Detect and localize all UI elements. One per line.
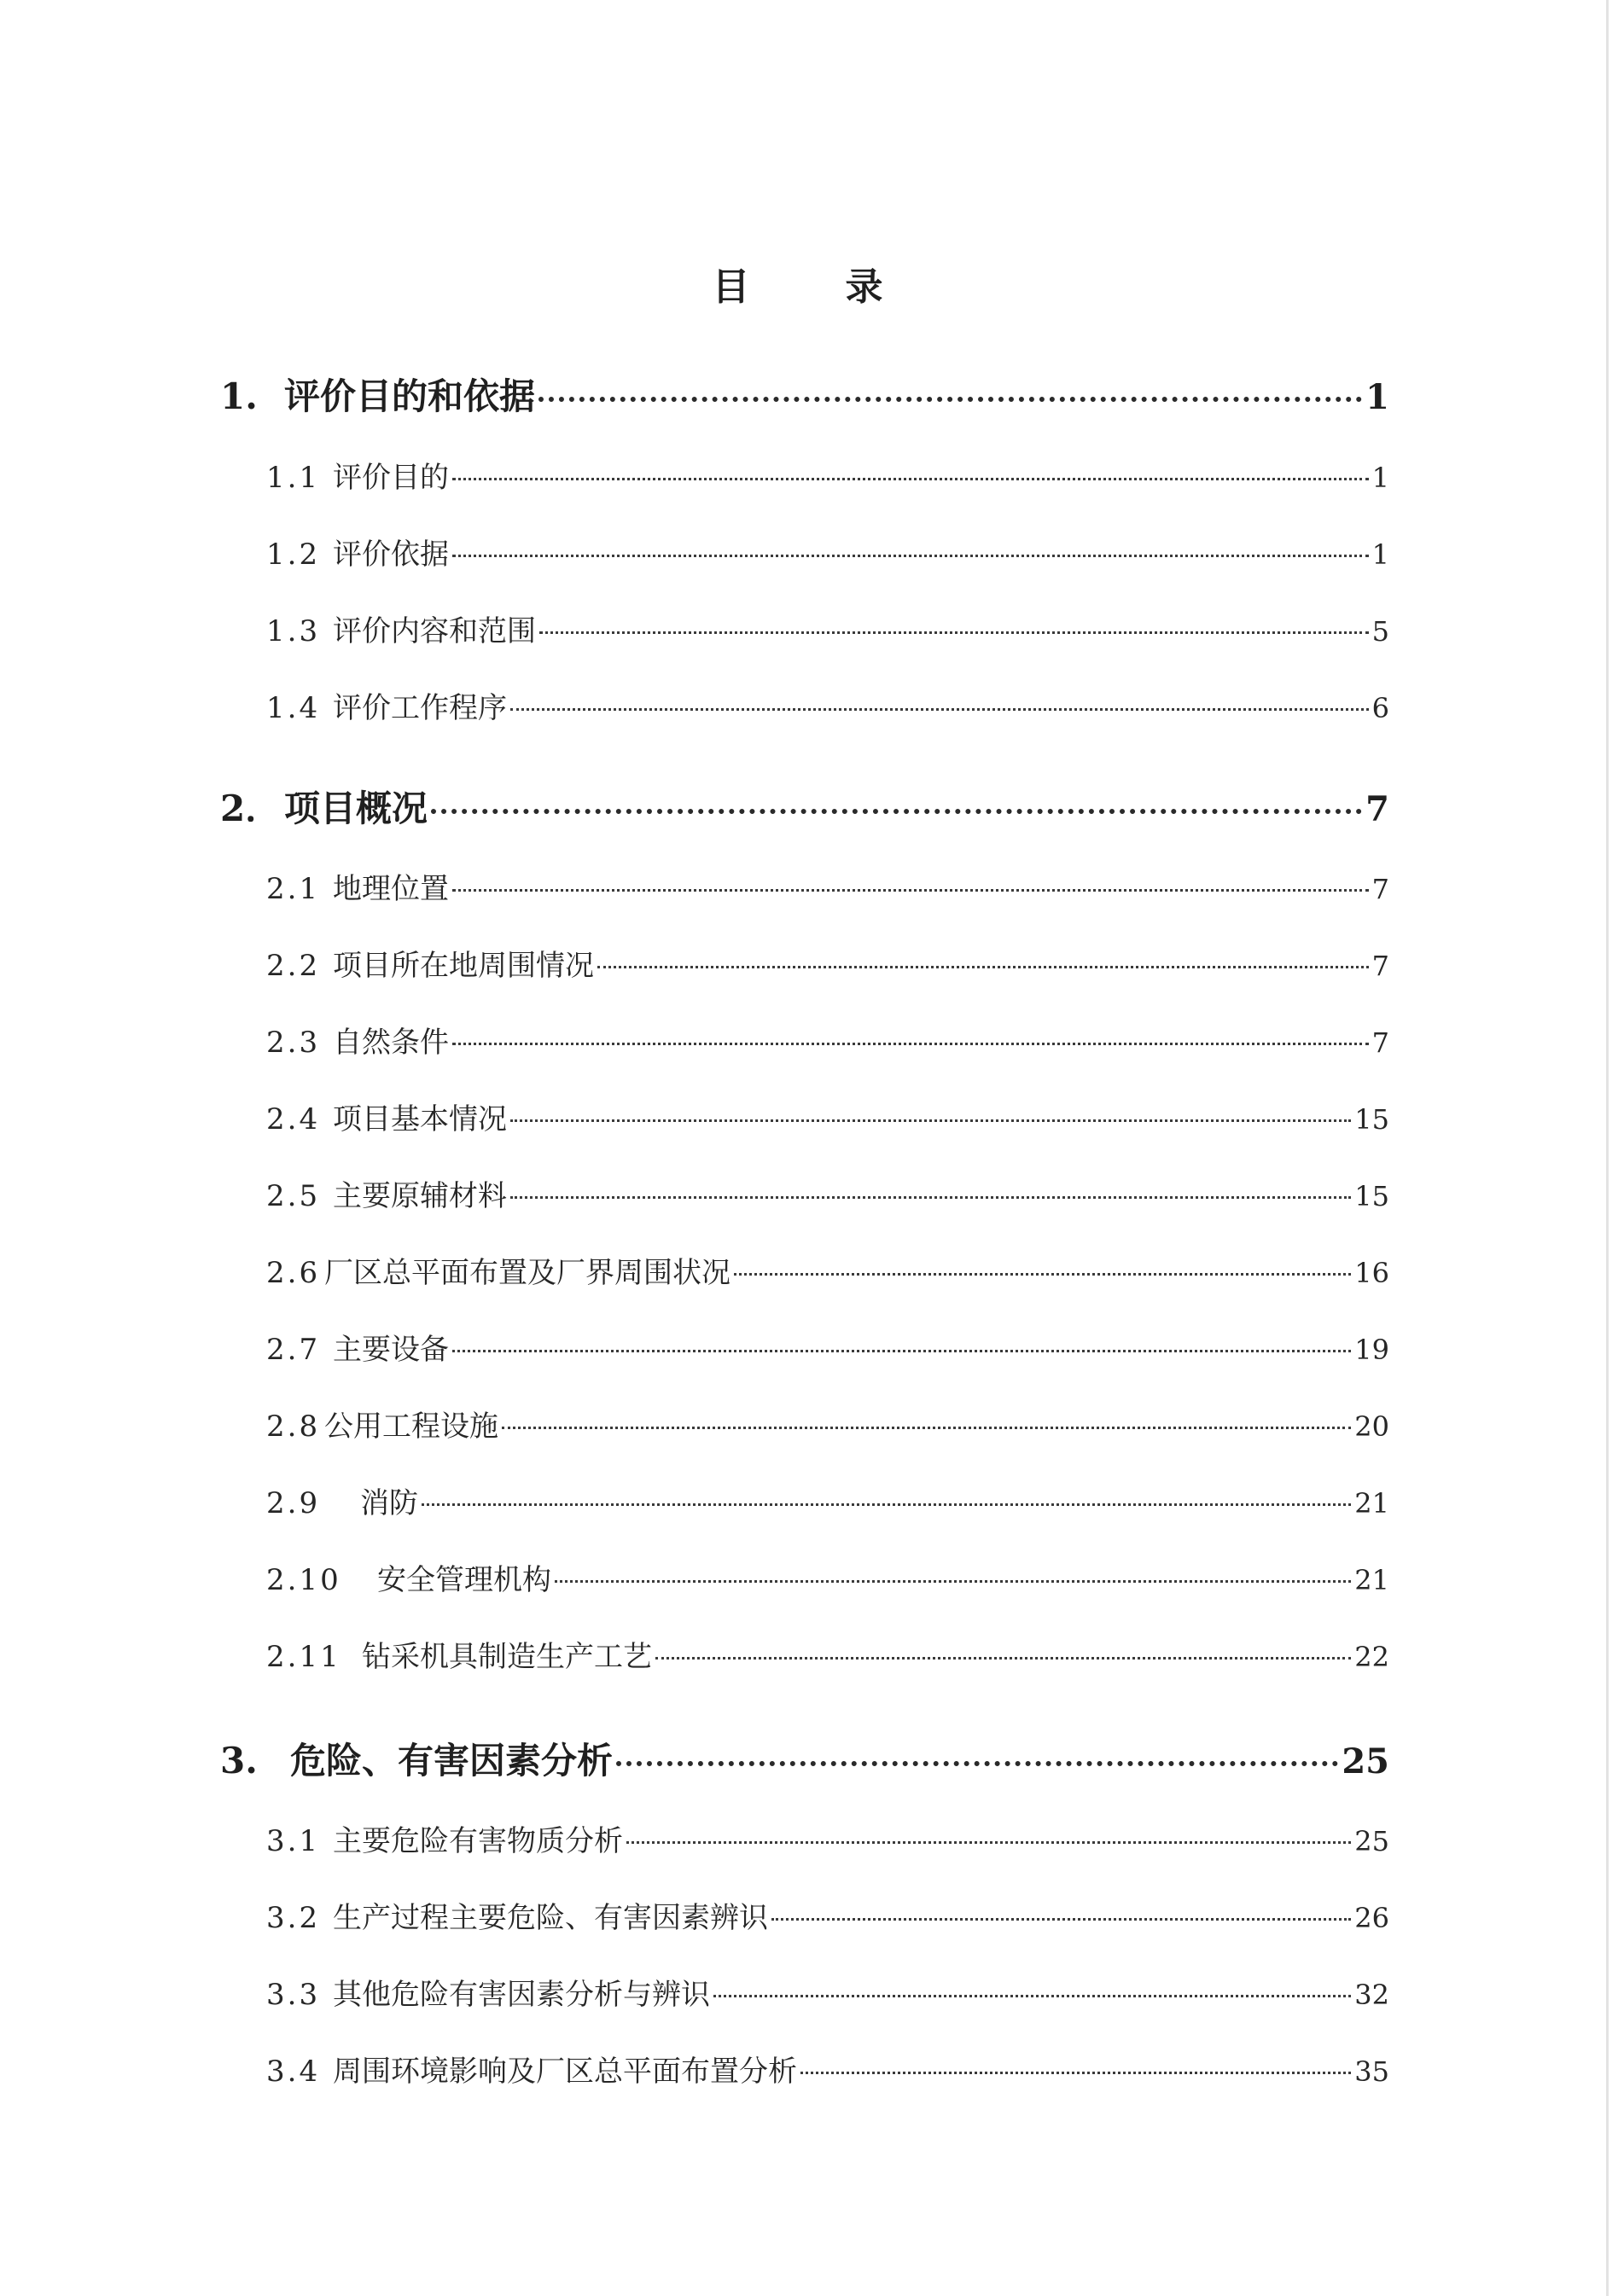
toc-entry-2[interactable]: [220, 785, 1389, 834]
toc-leader: [626, 1841, 1351, 1844]
toc-leader: [597, 966, 1369, 968]
toc-leader: [538, 397, 1362, 402]
toc-leader: [431, 809, 1362, 814]
toc-number: 2.5: [266, 1179, 321, 1213]
toc-page-number: 16: [1354, 1257, 1389, 1289]
toc-page-number: 7: [1371, 873, 1389, 905]
toc-leader: [452, 1350, 1351, 1352]
toc-page-number: 1: [1371, 538, 1389, 571]
toc-leader: [771, 1918, 1351, 1921]
toc-entry-2-5[interactable]: [266, 1176, 1389, 1217]
toc-number: 3.2: [266, 1901, 321, 1935]
toc-page-number: 21: [1354, 1564, 1389, 1596]
toc-number: 2.9: [266, 1486, 321, 1520]
toc-number: 2.4: [266, 1102, 321, 1136]
toc-entry-2-2[interactable]: [266, 945, 1389, 986]
toc-number: 1.4: [266, 691, 321, 725]
toc-page-number: 21: [1354, 1487, 1389, 1520]
toc-page-number: 19: [1354, 1334, 1389, 1366]
toc-label: 项目所在地周围情况: [333, 949, 594, 983]
toc-entry-2-9[interactable]: [266, 1483, 1389, 1524]
toc-entry-2-3[interactable]: [266, 1022, 1389, 1063]
toc-entry-3-4[interactable]: [266, 2051, 1389, 2092]
toc-entry-3-2[interactable]: [266, 1898, 1389, 1939]
toc-entry-1-4[interactable]: [266, 688, 1389, 729]
toc-page-number: 25: [1354, 1825, 1389, 1857]
toc-entry-2-10[interactable]: [266, 1560, 1389, 1601]
toc-leader: [452, 889, 1369, 892]
toc-entry-2-8[interactable]: [266, 1406, 1389, 1447]
toc-page-number: 25: [1342, 1741, 1389, 1782]
toc-leader: [713, 1995, 1351, 1997]
toc-number: 2.10: [266, 1563, 341, 1597]
toc-leader: [539, 631, 1369, 634]
toc-number: 3.: [220, 1740, 258, 1782]
toc-label: 危险、有害因素分析: [290, 1740, 614, 1782]
toc-number: 1.3: [266, 614, 321, 648]
toc-number: 2.1: [266, 872, 321, 906]
toc-label: 主要设备: [333, 1333, 449, 1367]
toc-number: 2.3: [266, 1026, 321, 1060]
toc-number: 2．: [220, 788, 282, 829]
toc-label: 主要危险有害物质分析: [333, 1824, 623, 1858]
toc-number: 3.4: [266, 2055, 321, 2089]
toc-page-number: 6: [1371, 692, 1389, 724]
toc-number: 2.6: [266, 1256, 321, 1290]
toc-leader: [616, 1761, 1338, 1766]
toc-page-number: 1: [1371, 462, 1389, 494]
toc-leader: [655, 1657, 1351, 1660]
toc-entry-1-3[interactable]: [266, 611, 1389, 652]
toc-entry-2-6[interactable]: [266, 1253, 1389, 1293]
toc-page-number: 20: [1354, 1410, 1389, 1443]
toc-label: 自然条件: [333, 1026, 449, 1060]
toc-page-number: 7: [1365, 789, 1389, 829]
toc-label: 评价内容和范围: [333, 614, 536, 648]
toc-entry-2-7[interactable]: [266, 1329, 1389, 1370]
toc-number: 3.3: [266, 1978, 321, 2012]
toc-entry-2-1[interactable]: [266, 869, 1389, 910]
toc-leader: [422, 1503, 1351, 1506]
toc-label: 安全管理机构: [377, 1563, 551, 1597]
toc-page-number: 7: [1371, 1026, 1389, 1059]
toc-entry-1-2[interactable]: [266, 534, 1389, 575]
toc-label: 评价目的: [333, 461, 449, 495]
toc-label: 项目概况: [284, 788, 428, 829]
toc-leader: [510, 1196, 1351, 1199]
page-edge: [1606, 0, 1609, 2296]
toc-entry-1[interactable]: [220, 373, 1389, 421]
toc-number: 1.1: [266, 461, 321, 495]
toc-page-number: 1: [1365, 377, 1389, 417]
toc-label: 地理位置: [333, 872, 449, 906]
page-title: 目 录: [712, 265, 912, 309]
toc-entry-1-1[interactable]: [266, 457, 1389, 498]
toc-page-number: 26: [1354, 1902, 1389, 1934]
toc-entry-2-4[interactable]: [266, 1099, 1389, 1140]
toc-label: 评价依据: [333, 538, 449, 572]
toc-label: 主要原辅材料: [333, 1179, 507, 1213]
toc-leader: [510, 708, 1369, 711]
toc-page-number: 22: [1354, 1641, 1389, 1673]
toc-label: 公用工程设施: [324, 1410, 498, 1444]
toc-number: 1.2: [266, 538, 321, 572]
toc-page-number: 35: [1354, 2055, 1389, 2088]
toc-entry-3-1[interactable]: [266, 1821, 1389, 1862]
toc-label: 生产过程主要危险、有害因素辨识: [333, 1901, 768, 1935]
toc-page-number: 7: [1371, 950, 1389, 982]
toc-label: 其他危险有害因素分析与辨识: [333, 1978, 710, 2012]
toc-label: 钻采机具制造生产工艺: [362, 1640, 652, 1674]
toc-label: 项目基本情况: [333, 1102, 507, 1136]
toc-leader: [510, 1119, 1351, 1122]
toc-leader: [452, 1043, 1369, 1045]
toc-number: 2.7: [266, 1333, 321, 1367]
toc-entry-3[interactable]: [220, 1737, 1389, 1786]
toc-page-number: 5: [1371, 615, 1389, 648]
toc-label: 消防: [360, 1486, 418, 1520]
toc-entry-3-3[interactable]: [266, 1974, 1389, 2015]
toc-leader: [452, 478, 1369, 480]
toc-leader: [555, 1580, 1351, 1583]
toc-page-number: 32: [1354, 1979, 1389, 2011]
toc-number: 2.11: [266, 1640, 341, 1674]
toc-page-number: 15: [1354, 1103, 1389, 1136]
toc-number: 2.8: [266, 1410, 321, 1444]
toc-label: 评价目的和依据: [284, 375, 536, 417]
toc-number: 3.1: [266, 1824, 321, 1858]
toc-label: 评价工作程序: [333, 691, 507, 725]
toc-entry-2-11[interactable]: [266, 1636, 1389, 1677]
toc-number: 1.: [220, 375, 258, 417]
toc-number: 2.2: [266, 949, 321, 983]
toc-leader: [734, 1273, 1351, 1276]
toc-leader: [452, 555, 1369, 557]
toc-leader: [800, 2072, 1351, 2074]
toc-label: 周围环境影响及厂区总平面布置分析: [333, 2055, 797, 2089]
toc-leader: [502, 1427, 1351, 1429]
toc-label: 厂区总平面布置及厂界周围状况: [324, 1256, 731, 1290]
toc-page-number: 15: [1354, 1180, 1389, 1212]
